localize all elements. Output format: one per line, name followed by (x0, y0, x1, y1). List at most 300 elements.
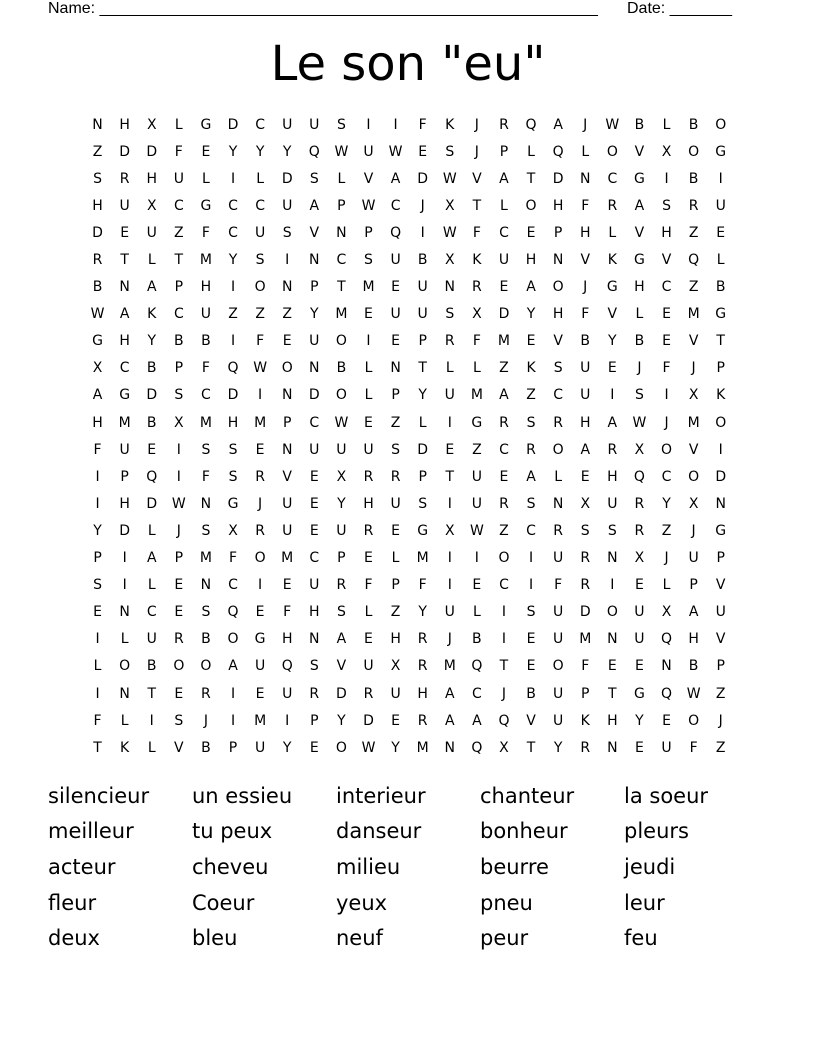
grid-letter: T (120, 252, 129, 269)
grid-letter: V (526, 712, 536, 729)
grid-letter: D (227, 116, 239, 133)
grid-letter: E (282, 577, 292, 594)
grid-letter: P (716, 550, 725, 567)
grid-letter: J (691, 360, 696, 377)
grid-letter: I (420, 224, 425, 241)
grid-letter: L (364, 387, 373, 404)
grid-letter: F (472, 333, 481, 350)
grid-letter: N (552, 495, 564, 512)
grid-letter: G (633, 252, 645, 269)
word-bank-row (48, 849, 768, 885)
grid-letter: L (174, 116, 183, 133)
grid-letter: B (526, 685, 536, 702)
grid-letter: I (447, 550, 452, 567)
grid-letter: J (583, 116, 588, 133)
grid-letter: S (634, 387, 644, 404)
grid-letter: X (146, 197, 157, 214)
grid-letter: R (201, 685, 211, 702)
grid-letter: L (391, 550, 400, 567)
grid-letter: I (230, 685, 236, 702)
grid-letter: Q (471, 739, 483, 756)
grid-letter: H (607, 468, 618, 485)
grid-letter: N (309, 631, 320, 648)
grid-letter: R (471, 279, 482, 296)
grid-letter: X (661, 604, 672, 621)
grid-letter: U (363, 143, 374, 160)
grid-letter: O (254, 279, 266, 296)
grid-letter: O (552, 658, 564, 675)
grid-letter: F (201, 468, 210, 485)
grid-letter: C (499, 441, 509, 458)
grid-letter: X (580, 495, 591, 512)
grid-letter: C (553, 387, 564, 404)
word-bank-item: chanteur (480, 783, 575, 808)
grid-letter: I (447, 495, 452, 512)
grid-letter: J (718, 712, 723, 729)
grid-letter: G (715, 522, 727, 539)
grid-letter: A (580, 441, 591, 458)
grid-letter: Z (499, 522, 509, 539)
grid-letter: E (364, 550, 373, 567)
grid-letter: U (715, 197, 726, 214)
grid-letter: D (579, 604, 591, 621)
grid-letter: R (119, 170, 130, 187)
grid-letter: Q (227, 360, 239, 377)
grid-letter: W (361, 739, 376, 756)
word-bank-item: un essieu (192, 783, 293, 808)
grid-letter: B (146, 414, 157, 431)
grid-letter: C (173, 306, 184, 323)
grid-letter: D (146, 495, 158, 512)
grid-letter: C (228, 224, 238, 241)
grid-letter: P (120, 468, 129, 485)
grid-letter: L (147, 522, 156, 539)
grid-letter: I (230, 333, 236, 350)
grid-letter: X (336, 468, 347, 485)
grid-letter: F (256, 333, 265, 350)
grid-letter: Z (715, 685, 726, 702)
grid-letter: S (580, 522, 590, 539)
grid-letter: H (579, 414, 591, 431)
grid-letter: H (552, 197, 564, 214)
grid-letter: Z (688, 224, 699, 241)
grid-letter: S (364, 252, 373, 269)
grid-letter: O (335, 333, 347, 350)
grid-letter: U (146, 224, 157, 241)
grid-letter: E (499, 279, 509, 296)
grid-letter: J (583, 279, 588, 296)
grid-letter: E (282, 333, 292, 350)
grid-letter: N (200, 495, 212, 512)
grid-letter: T (418, 360, 427, 377)
grid-row (84, 328, 734, 355)
grid-letter: E (580, 468, 590, 485)
grid-letter: Y (147, 333, 157, 350)
grid-letter: O (227, 631, 239, 648)
grid-letter: M (254, 712, 267, 729)
grid-letter: I (366, 116, 371, 133)
grid-row (84, 626, 734, 653)
grid-row (84, 301, 734, 328)
grid-letter: C (499, 224, 509, 241)
grid-letter: V (363, 170, 374, 187)
grid-row (84, 572, 734, 599)
grid-letter: F (662, 360, 671, 377)
grid-letter: P (581, 685, 590, 702)
word-bank-item: feu (624, 926, 658, 951)
grid-letter: V (336, 658, 347, 675)
grid-letter: J (501, 685, 507, 702)
grid-letter: K (472, 252, 482, 269)
grid-letter: I (718, 441, 723, 458)
grid-letter: U (309, 577, 320, 594)
grid-letter: U (119, 197, 130, 214)
grid-letter: M (687, 306, 700, 323)
grid-letter: H (634, 279, 645, 296)
grid-letter: S (526, 414, 536, 431)
grid-letter: Z (92, 143, 103, 160)
grid-letter: U (390, 252, 401, 269)
grid-letter: S (174, 387, 184, 404)
grid-letter: R (607, 441, 618, 458)
date-field-label: Date: _______ (627, 0, 732, 17)
grid-letter: E (120, 224, 130, 241)
grid-letter: I (501, 631, 507, 648)
grid-letter: O (281, 360, 293, 377)
grid-letter: G (633, 685, 645, 702)
grid-letter: P (228, 739, 238, 756)
grid-letter: E (201, 143, 211, 160)
grid-letter: U (309, 116, 320, 133)
grid-letter: Z (228, 306, 238, 323)
grid-letter: P (689, 577, 698, 594)
grid-letter: U (607, 495, 618, 512)
word-bank-item: silencieur (48, 783, 150, 808)
grid-letter: D (227, 387, 239, 404)
grid-letter: E (526, 631, 536, 648)
grid-letter: F (364, 577, 373, 594)
grid-letter: N (281, 387, 293, 404)
grid-row (84, 734, 734, 761)
grid-letter: O (119, 658, 131, 675)
grid-letter: U (282, 522, 293, 539)
grid-letter: C (526, 522, 536, 539)
grid-letter: W (686, 685, 701, 702)
grid-letter: Y (337, 495, 346, 512)
grid-letter: H (525, 252, 537, 269)
grid-letter: Y (608, 333, 617, 350)
word-bank-item: pleurs (624, 819, 689, 844)
grid-letter: E (174, 685, 184, 702)
grid-letter: Q (308, 143, 320, 160)
grid-letter: V (688, 441, 699, 458)
grid-letter: E (309, 739, 319, 756)
grid-letter: L (472, 604, 481, 621)
grid-letter: E (255, 685, 265, 702)
grid-row (84, 463, 734, 490)
grid-letter: I (664, 387, 669, 404)
grid-letter: Z (390, 414, 401, 431)
grid-row (84, 138, 734, 165)
grid-letter: P (391, 577, 400, 594)
grid-row (84, 355, 734, 382)
grid-letter: Z (472, 441, 482, 458)
grid-letter: X (228, 522, 238, 539)
grid-letter: A (526, 468, 536, 485)
grid-letter: R (363, 685, 374, 702)
grid-letter: F (472, 224, 481, 241)
grid-letter: F (283, 604, 292, 621)
grid-letter: W (171, 495, 186, 512)
grid-letter: H (661, 224, 672, 241)
grid-letter: D (119, 143, 131, 160)
grid-letter: K (147, 306, 157, 323)
word-bank-item: interieur (336, 783, 426, 808)
grid-letter: E (255, 604, 265, 621)
grid-letter: L (662, 116, 671, 133)
grid-letter: E (445, 441, 455, 458)
grid-letter: S (445, 306, 455, 323)
grid-letter: M (470, 387, 483, 404)
grid-row (84, 436, 734, 463)
grid-letter: I (447, 414, 452, 431)
grid-letter: J (258, 495, 263, 512)
grid-letter: R (580, 550, 591, 567)
grid-letter: E (364, 631, 373, 648)
grid-letter: W (469, 522, 484, 539)
grid-letter: M (687, 414, 700, 431)
grid-letter: I (122, 577, 127, 594)
grid-letter: I (501, 604, 507, 621)
grid-letter: H (688, 631, 699, 648)
page-title: Le son "eu" (270, 36, 546, 92)
grid-letter: U (417, 306, 428, 323)
grid-letter: B (472, 631, 482, 648)
grid-letter: U (471, 495, 482, 512)
grid-letter: X (444, 252, 455, 269)
grid-letter: U (471, 468, 482, 485)
grid-letter: E (607, 658, 617, 675)
grid-letter: U (282, 685, 293, 702)
grid-letter: D (417, 441, 429, 458)
grid-letter: I (95, 685, 100, 702)
grid-letter: U (553, 712, 564, 729)
grid-letter: X (634, 550, 645, 567)
grid-letter: F (581, 306, 590, 323)
grid-letter: B (336, 360, 347, 377)
grid-letter: W (253, 360, 268, 377)
grid-letter: N (119, 279, 130, 296)
grid-letter: L (147, 252, 156, 269)
word-bank-item: meilleur (48, 819, 134, 844)
grid-letter: U (390, 306, 401, 323)
grid-letter: E (634, 658, 644, 675)
grid-letter: I (149, 712, 154, 729)
grid-letter: B (201, 631, 211, 648)
grid-letter: O (688, 712, 700, 729)
grid-letter: N (119, 604, 130, 621)
grid-letter: Y (282, 143, 292, 160)
grid-letter: E (391, 333, 400, 350)
grid-letter: Z (526, 387, 536, 404)
grid-letter: V (715, 577, 726, 594)
grid-letter: O (552, 279, 564, 296)
grid-letter: Z (499, 360, 509, 377)
grid-letter: H (200, 279, 212, 296)
grid-letter: S (553, 360, 563, 377)
grid-letter: M (199, 252, 212, 269)
grid-letter: W (442, 224, 457, 241)
grid-letter: H (579, 224, 591, 241)
grid-letter: A (444, 712, 455, 729)
grid-letter: H (146, 170, 157, 187)
grid-letter: L (202, 170, 210, 187)
grid-letter: L (472, 360, 481, 377)
grid-letter: P (310, 279, 319, 296)
word-bank-item: beurre (480, 854, 549, 879)
grid-letter: I (176, 441, 181, 458)
grid-letter: Q (552, 143, 564, 160)
grid-letter: C (173, 197, 184, 214)
word-bank-item: cheveu (192, 854, 269, 879)
grid-letter: O (688, 143, 700, 160)
grid-letter: A (499, 170, 509, 187)
grid-letter: N (336, 224, 347, 241)
grid-letter: U (634, 631, 645, 648)
grid-letter: B (715, 279, 726, 296)
name-field-label: Name: ________________________________________________________ (48, 0, 598, 17)
grid-letter: V (309, 224, 320, 241)
grid-letter: E (634, 577, 644, 594)
grid-letter: I (258, 387, 263, 404)
grid-letter: H (281, 631, 293, 648)
grid-letter: D (498, 306, 510, 323)
grid-letter: J (474, 143, 479, 160)
grid-letter: P (174, 550, 184, 567)
grid-letter: I (474, 550, 479, 567)
grid-letter: X (92, 360, 103, 377)
grid-letter: R (417, 658, 428, 675)
grid-letter: L (635, 306, 644, 323)
word-bank-item: acteur (48, 854, 116, 879)
grid-letter: X (499, 739, 509, 756)
grid-letter: E (309, 468, 319, 485)
grid-letter: B (146, 658, 157, 675)
word-bank-row (48, 778, 768, 814)
grid-letter: V (661, 252, 672, 269)
grid-letter: I (230, 279, 236, 296)
grid-letter: T (93, 739, 102, 756)
grid-letter: V (715, 631, 726, 648)
grid-letter: H (92, 414, 103, 431)
grid-letter: O (661, 441, 673, 458)
grid-letter: I (95, 495, 100, 512)
grid-letter: I (122, 550, 127, 567)
grid-letter: B (92, 279, 103, 296)
grid-letter: Y (526, 306, 536, 323)
grid-letter: S (418, 495, 428, 512)
grid-letter: O (173, 658, 185, 675)
word-bank-item: Coeur (192, 890, 255, 915)
grid-letter: R (553, 522, 563, 539)
grid-letter: N (661, 658, 672, 675)
grid-letter: S (228, 441, 238, 458)
grid-letter: G (633, 170, 645, 187)
grid-letter: G (606, 279, 618, 296)
grid-letter: P (337, 550, 346, 567)
grid-letter: B (634, 116, 645, 133)
grid-letter: R (363, 468, 374, 485)
grid-letter: Q (498, 712, 510, 729)
grid-row (84, 653, 734, 680)
grid-letter: W (90, 306, 105, 323)
grid-letter: J (447, 631, 452, 648)
grid-letter: H (119, 333, 130, 350)
grid-letter: A (92, 387, 103, 404)
grid-letter: Y (310, 306, 319, 323)
grid-row (84, 111, 734, 138)
grid-letter: P (174, 360, 184, 377)
grid-letter: V (553, 333, 563, 350)
grid-letter: P (418, 468, 427, 485)
grid-letter: F (581, 197, 590, 214)
grid-letter: H (119, 495, 130, 512)
grid-letter: J (637, 360, 642, 377)
grid-letter: P (391, 387, 400, 404)
grid-letter: Y (228, 252, 238, 269)
grid-letter: H (390, 631, 401, 648)
grid-letter: S (309, 170, 319, 187)
grid-letter: I (447, 577, 452, 594)
grid-letter: W (334, 414, 349, 431)
grid-letter: W (334, 143, 349, 160)
grid-letter: D (308, 387, 320, 404)
grid-letter: W (361, 197, 376, 214)
grid-letter: E (499, 468, 509, 485)
grid-letter: U (254, 224, 266, 241)
grid-letter: U (553, 550, 564, 567)
grid-letter: S (93, 170, 102, 187)
grid-letter: A (146, 279, 157, 296)
grid-letter: M (579, 631, 592, 648)
grid-letter: N (607, 550, 618, 567)
grid-letter: U (200, 306, 212, 323)
grid-letter: U (498, 252, 510, 269)
grid-letter: U (553, 685, 564, 702)
grid-letter: P (499, 143, 509, 160)
grid-letter: C (661, 468, 672, 485)
grid-letter: E (391, 712, 400, 729)
grid-letter: M (118, 414, 131, 431)
grid-letter: N (309, 360, 320, 377)
grid-letter: Y (255, 143, 265, 160)
grid-letter: A (390, 170, 401, 187)
grid-letter: C (471, 685, 482, 702)
grid-letter: R (255, 468, 265, 485)
word-bank-item: milieu (336, 854, 401, 879)
grid-letter: X (661, 143, 672, 160)
grid-letter: I (664, 170, 669, 187)
grid-letter: C (309, 550, 320, 567)
grid-letter: O (715, 116, 727, 133)
grid-row (84, 246, 734, 273)
grid-letter: Y (553, 739, 563, 756)
grid-letter: E (472, 577, 482, 594)
grid-letter: W (388, 143, 403, 160)
word-bank-item: neuf (336, 926, 383, 951)
grid-letter: C (119, 360, 130, 377)
grid-letter: S (336, 116, 346, 133)
